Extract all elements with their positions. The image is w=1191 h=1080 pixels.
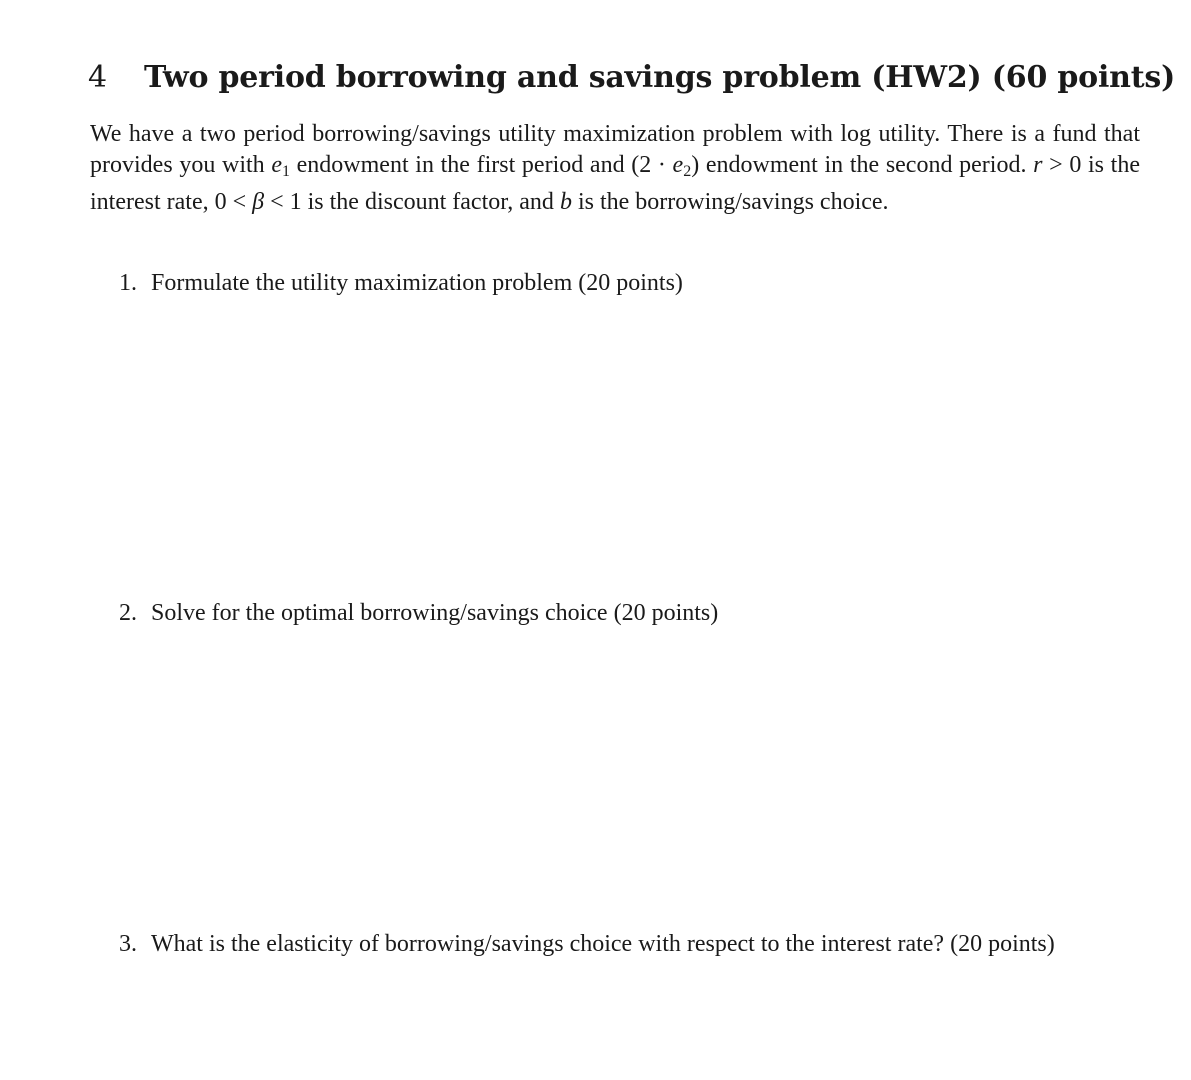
description-text: > 0 is the interest rate, 0 < [90, 151, 1140, 215]
e2-variable [673, 152, 692, 178]
r-variable: r [1033, 151, 1043, 178]
question-2 [119, 598, 718, 628]
section-heading [88, 56, 1176, 100]
description-text: < 1 is the discount factor, and [264, 189, 560, 215]
e1-letter: e [271, 151, 282, 178]
question-number: 3. [119, 931, 137, 957]
e1-variable [271, 152, 290, 178]
question-text: Solve for the optimal borrowing/savings choice (20 points) [151, 600, 719, 626]
section-number: 4 [88, 60, 107, 95]
question-3 [119, 929, 1055, 959]
problem-description [90, 119, 1140, 218]
question-number: 2. [119, 600, 137, 626]
e2-subscript: 2 [683, 162, 692, 180]
description-text: We have a two period borrowing/savings utility maximization problem with log utility. There is a fund that provides you with [90, 121, 1140, 178]
question-1 [119, 268, 683, 298]
b-variable: b [559, 189, 572, 215]
description-text: is the borrowing/savings choice. [571, 189, 889, 215]
beta-variable: β [252, 189, 265, 215]
section-title: Two period borrowing and savings problem (HW2) (60 points) [144, 60, 1176, 95]
description-text: ) endowment in the second period. [691, 151, 1034, 178]
question-text: What is the elasticity of borrowing/savings choice with respect to the interest rate? (20 points) [151, 931, 1055, 957]
e2-letter: e [672, 151, 684, 178]
description-text: endowment in the first period and (2 · [289, 151, 673, 178]
question-number: 1. [119, 270, 137, 296]
question-text: Formulate the utility maximization problem (20 points) [151, 270, 683, 296]
e1-subscript: 1 [281, 162, 290, 180]
